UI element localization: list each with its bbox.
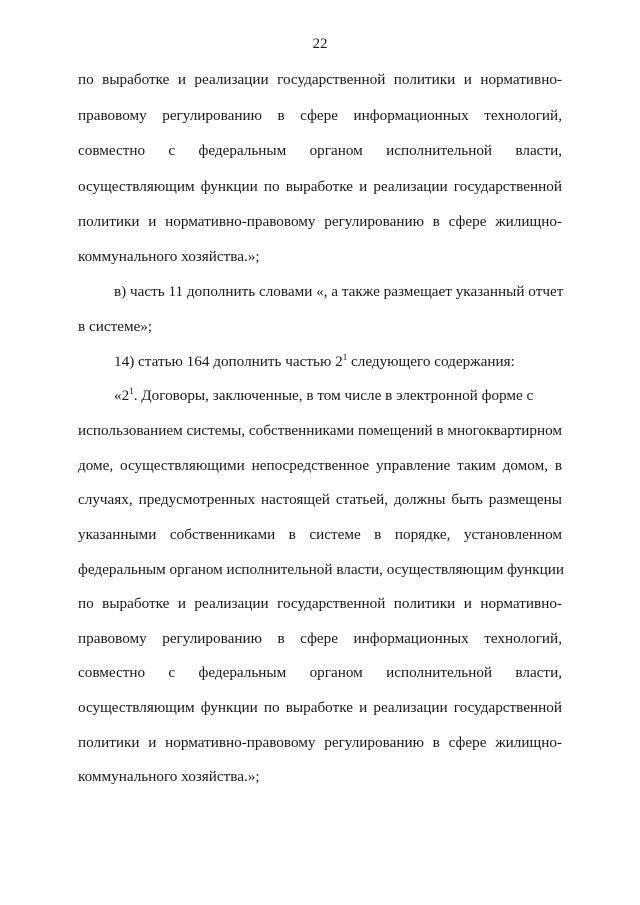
text-line: правовому регулированию в сфере информационных технологий, [78, 107, 562, 124]
text-line: федеральным органом исполнительной власти, осуществляющим функции [78, 561, 565, 578]
text-line: коммунального хозяйства.»; [78, 768, 260, 785]
text-line [114, 386, 562, 406]
text-line: совместно с федеральным органом исполнительной власти, [78, 664, 562, 681]
text-line: коммунального хозяйства.»; [78, 248, 260, 265]
text-line [114, 352, 562, 372]
text-line: осуществляющим функции по выработке и реализации государственной [78, 699, 562, 716]
text-segment: . Договоры, заключенные, в том числе в электронной форме с [133, 387, 534, 404]
text-segment: «2 [114, 387, 130, 404]
text-line: в системе»; [78, 318, 153, 335]
text-line: осуществляющим функции по выработке и реализации государственной [78, 178, 562, 195]
text-line: правовому регулированию в сфере информационных технологий, [78, 630, 562, 647]
text-line: политики и нормативно-правовому регулированию в сфере жилищно- [78, 213, 562, 230]
page-number: 22 [312, 36, 328, 52]
text-line: в) часть 11 дополнить словами «, а также размещает указанный отчет [114, 283, 564, 300]
text-line: случаях, предусмотренных настоящей статьей, должны быть размещены [78, 491, 562, 508]
text-line: политики и нормативно-правовому регулированию в сфере жилищно- [78, 734, 562, 751]
text-line: использованием системы, собственниками помещений в многоквартирном [78, 422, 563, 439]
text-segment: 14) статью 164 дополнить частью 2 [114, 353, 343, 370]
text-line: доме, осуществляющими непосредственное управление таким домом, в [78, 457, 562, 474]
text-line: указанными собственниками в системе в порядке, установленном [78, 526, 562, 543]
text-line: по выработке и реализации государственной политики и нормативно- [78, 595, 562, 612]
superscript: 1 [342, 352, 348, 362]
text-segment: следующего содержания: [347, 353, 515, 370]
text-line: по выработке и реализации государственной политики и нормативно- [78, 71, 562, 88]
superscript: 1 [129, 386, 134, 396]
text-line: совместно с федеральным органом исполнительной власти, [78, 142, 562, 159]
